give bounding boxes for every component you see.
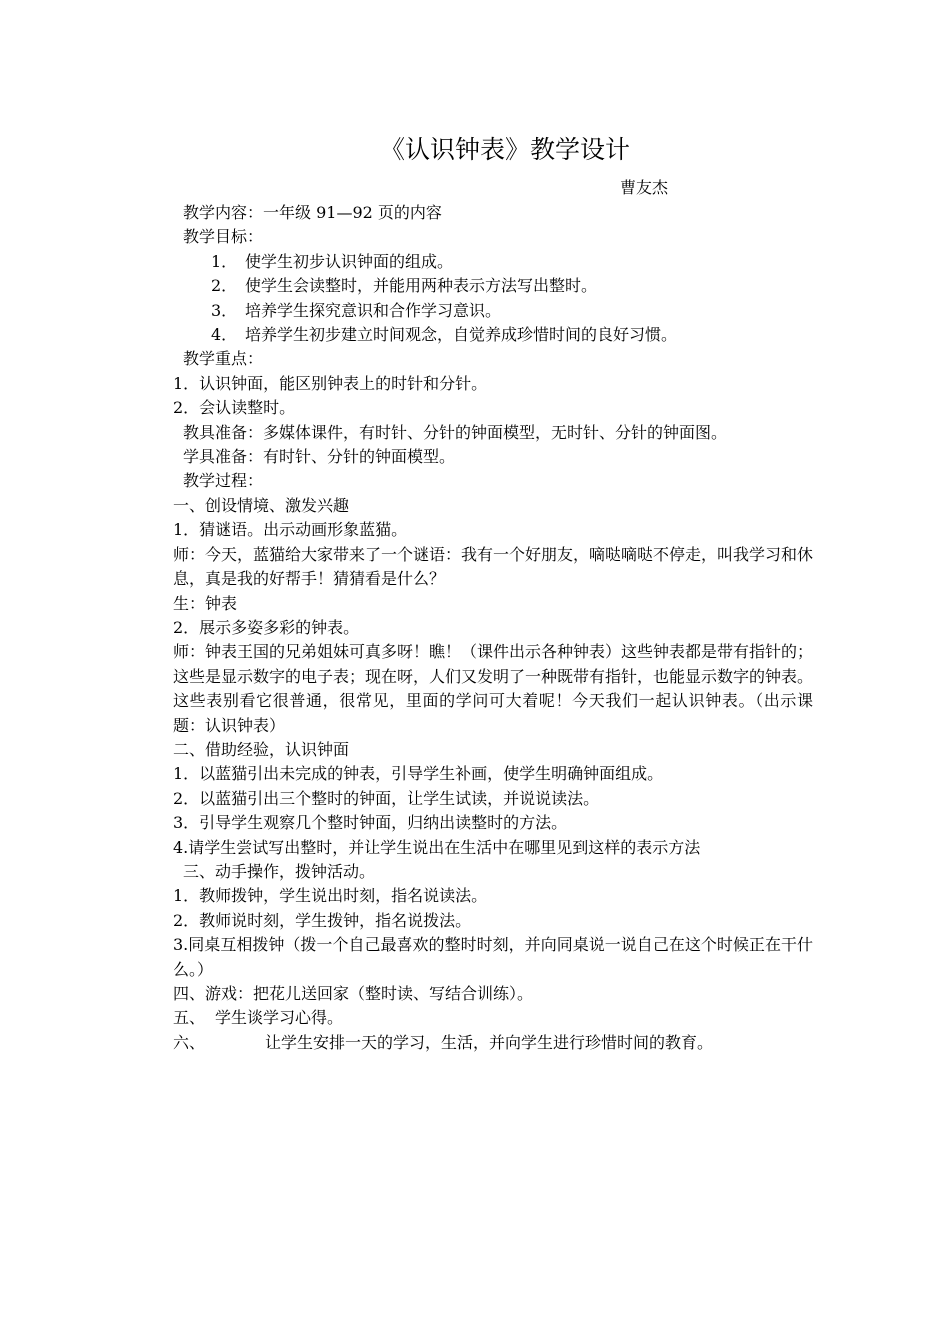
- section-6: [173, 1031, 813, 1055]
- section-4: 四、游戏：把花儿送回家（整时读、写结合训练）。: [173, 984, 534, 1003]
- section-1-item: 2．展示多姿多彩的钟表。: [173, 617, 360, 637]
- goal-text: 培养学生初步建立时间观念，自觉养成珍惜时间的良好习惯。: [245, 325, 678, 345]
- section-3-heading: 三、动手操作，拨钟活动。: [183, 861, 376, 881]
- section-3-item: 2．教师说时刻，学生拨钟，指名说拨法。: [173, 910, 472, 930]
- key-point: 2．会认读整时。: [173, 398, 296, 418]
- goal-item: [173, 274, 813, 298]
- goal-item: [173, 299, 813, 323]
- goals-label: 教学目标：: [183, 227, 264, 247]
- author-name: 曹友杰: [620, 178, 669, 197]
- process-label: 教学过程：: [183, 471, 264, 491]
- section-1-heading: 一、创设情境、激发兴趣: [173, 495, 350, 515]
- section-3-item: 3.同桌互相拨钟（拨一个自己最喜欢的整时时刻，并向同桌说一说自己在这个时候正在干什么。）: [173, 935, 813, 979]
- goal-text: 使学生初步认识钟面的组成。: [245, 251, 454, 271]
- goal-number: 1．: [211, 251, 238, 271]
- goal-item: [173, 323, 813, 347]
- teacher-dialogue: 师：钟表王国的兄弟姐妹可真多呀！瞧！（课件出示各种钟表）这些钟表都是带有指针的；这些是显示数字的电子表；现在呀，人们又发明了一种既带有指针，也能显示数字的钟表。这些表别看它很普通，很常见，里面的学问可大着呢！今天我们一起认识钟表。（出示课题：认识钟表）: [173, 642, 814, 735]
- content-line: 教学内容：一年级 91—92 页的内容: [183, 203, 442, 222]
- section-2-item: 4.请学生尝试写出整时，并让学生说出在生活中在哪里见到这样的表示方法: [173, 837, 701, 857]
- section-3-item: 1．教师拨钟，学生说出时刻，指名说读法。: [173, 886, 488, 906]
- goal-item: [173, 250, 813, 274]
- teacher-tools: 教具准备：多媒体课件，有时针、分针的钟面模型，无时针、分针的钟面图。: [183, 422, 728, 442]
- goal-number: 2．: [211, 276, 238, 296]
- section-6-number: 六、: [173, 1032, 206, 1052]
- section-1-item: 1．猜谜语。出示动画形象蓝猫。: [173, 520, 408, 540]
- document-body: [173, 201, 813, 1055]
- document-title: 《认识钟表》教学设计: [379, 135, 630, 164]
- student-dialogue: 生：钟表: [173, 593, 238, 613]
- section-5-number: 五、: [173, 1008, 206, 1028]
- section-5-text: 学生谈学习心得。: [215, 1008, 344, 1028]
- section-2-item: 3．引导学生观察几个整时钟面，归纳出读整时的方法。: [173, 813, 568, 833]
- section-2-heading: 二、借助经验，认识钟面: [173, 739, 350, 759]
- key-label: 教学重点：: [183, 349, 264, 369]
- section-6-text: 让学生安排一天的学习，生活，并向学生进行珍惜时间的教育。: [265, 1032, 714, 1052]
- student-tools: 学具准备：有时针、分针的钟面模型。: [183, 447, 456, 467]
- teacher-dialogue: 师：今天，蓝猫给大家带来了一个谜语：我有一个好朋友，嘀哒嘀哒不停走，叫我学习和休息，真是我的好帮手！猜猜看是什么？: [173, 544, 814, 589]
- section-2-item: 1．以蓝猫引出未完成的钟表，引导学生补画，使学生明确钟面组成。: [173, 764, 664, 784]
- section-5: [173, 1006, 813, 1030]
- key-point: 1．认识钟面，能区别钟表上的时针和分针。: [173, 373, 488, 393]
- goal-text: 培养学生探究意识和合作学习意识。: [245, 300, 502, 320]
- goal-text: 使学生会读整时，并能用两种表示方法写出整时。: [245, 276, 598, 296]
- section-2-item: 2．以蓝猫引出三个整时的钟面，让学生试读，并说说读法。: [173, 788, 600, 808]
- goal-number: 4．: [211, 325, 238, 345]
- goal-number: 3．: [211, 300, 238, 320]
